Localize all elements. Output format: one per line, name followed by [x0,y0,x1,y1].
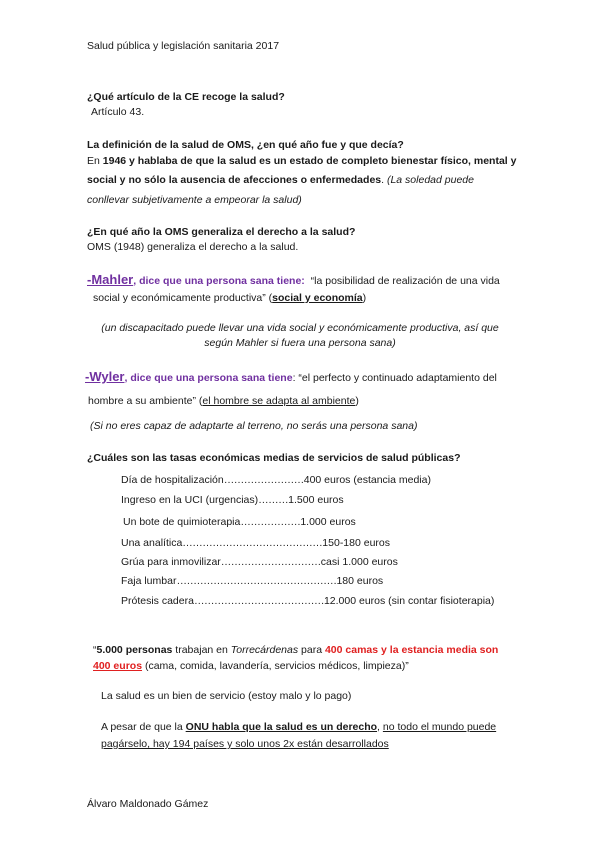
cost-item: Un bote de quimioterapia [123,516,241,528]
final-line-2: pagárselo, hay 194 países y solo unos 2x están desarrollados [101,738,389,750]
cost-item: Ingreso en la UCI (urgencias) [121,494,259,506]
mahler-note-1: (un discapacitado puede llevar una vida social y económicamente productiva, así que [101,322,499,334]
cost-row: Una analítica……………………………………150-180 euros [121,537,391,549]
answer-2-line-1: En 1946 y hablaba de que la salud es un estado de completo bienestar físico, mental y [87,155,517,167]
answer-3: OMS (1948) generaliza el derecho a la salud. [87,241,299,253]
quote-line-2: 400 euros (cama, comida, lavandería, servicios médicos, limpieza)” [93,660,409,672]
cost-value: 400 euros (estancia media) [303,474,431,486]
cost-item: Día de hospitalización [121,474,224,486]
cost-value: 12.000 euros (sin contar fisioterapia) [323,595,495,607]
mahler-line-2: social y económicamente productiva” (social y economía) [93,292,367,304]
cost-item: Una analítica [121,537,183,549]
question-1: ¿Qué artículo de la CE recoge la salud? [87,91,285,103]
answer-1: Artículo 43. [91,106,145,118]
mahler-line-1: -Mahler, dice que una persona sana tiene: “la posibilidad de realización de una vida [87,272,500,287]
cost-row: Un bote de quimioterapia………………1.000 euros [123,516,356,528]
cost-item: Grúa para inmovilizar [121,556,221,568]
cost-row: Día de hospitalización……………………400 euros (estancia media) [121,474,431,486]
mahler-note-2: según Mahler si fuera una persona sana) [204,337,396,349]
cost-item: Faja lumbar [121,575,177,587]
wyler-line-1: -Wyler, dice que una persona sana tiene: “el perfecto y continuado adaptamiento del [85,369,497,384]
page-header: Salud pública y legislación sanitaria 2017 [87,40,280,52]
question-2: La definición de la salud de OMS, ¿en qué año fue y que decía? [87,139,404,151]
cost-row: Ingreso en la UCI (urgencias)………1.500 euros [121,494,344,506]
wyler-line-2: hombre a su ambiente” (el hombre se adapta al ambiente) [88,395,359,407]
cost-value: 1.500 euros [288,494,344,506]
question-3: ¿En qué año la OMS generaliza el derecho a la salud? [87,226,356,238]
final-line-1: A pesar de que la ONU habla que la salud es un derecho, no todo el mundo puede [101,721,497,733]
cost-value: 180 euros [336,575,384,587]
wyler-note: (Si no eres capaz de adaptarte al terreno, no serás una persona sana) [90,420,418,432]
cost-value: casi 1.000 euros [320,556,398,568]
cost-row: Grúa para inmovilizar…………………………casi 1.000 euros [121,556,398,568]
cost-item: Prótesis cadera [121,595,194,607]
quote-line-1: “5.000 personas trabajan en Torrecárdenas para 400 camas y la estancia media son [93,644,499,656]
page-footer: Álvaro Maldonado Gámez [87,798,209,810]
cost-value: 1.000 euros [300,516,356,528]
question-4: ¿Cuáles son las tasas económicas medias de servicios de salud públicas? [87,452,461,464]
answer-2-line-2: social y no sólo la ausencia de afecciones o enfermedades. (La soledad puede [87,174,474,186]
cost-row: Faja lumbar…………………………………………180 euros [121,575,384,587]
cost-row: Prótesis cadera…………………………………12.000 euros (sin contar fisioterapia) [121,595,495,607]
cost-value: 150-180 euros [322,537,391,549]
answer-2-line-3: conllevar subjetivamente a empeorar la salud) [87,194,302,206]
service-note: La salud es un bien de servicio (estoy malo y lo pago) [101,690,352,702]
